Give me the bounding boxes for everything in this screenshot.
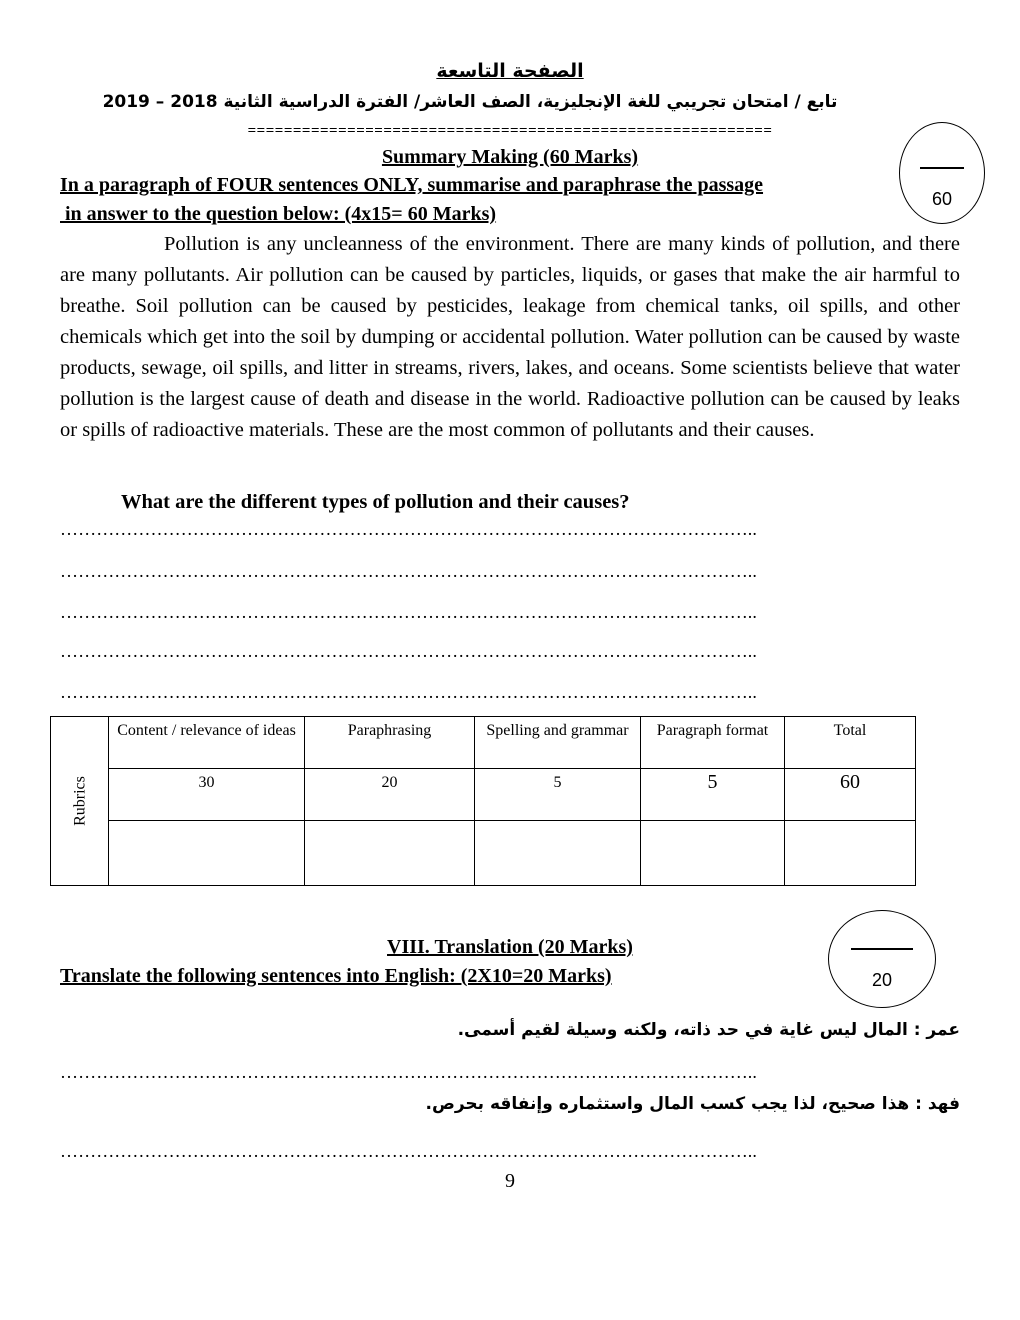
rubric-header-paraphrasing: Paraphrasing [305,717,475,769]
rubric-max-paraphrasing: 20 [305,769,475,821]
translation-sentence-1: عمر : المال ليس غاية في حد ذاته، ولكنه وسيلة لقيم أسمى. [457,1020,960,1040]
rubric-header-spelling: Spelling and grammar [475,717,641,769]
rubric-max-total: 60 [785,769,916,821]
page-number: 9 [505,1170,515,1192]
summary-heading: Summary Making (60 Marks) [381,146,639,168]
rubric-score-total[interactable] [785,821,916,886]
rubric-header-total: Total [785,717,916,769]
translation-score-circle [828,910,936,1008]
passage-text: Pollution is any uncleanness of the environment. There are many kinds of pollution, and there are many pollutants. Air pollution can be caused by particles, liquids, or gases that make the air harmful to breathe. Soil pollution can be caused by pesticides, leakage from chemical tanks, oil spills, and other chemicals which get into the soil by dumping or accidental pollution. Water pollution can be caused by waste products, sewage, oil spills, and litter in streams, rivers, lakes, and oceans. Some scientists believe that water pollution is the largest cause of death and disease in the world. Radioactive pollution can be caused by leaks or spills of radioactive materials. These are the most common of pollutants and their causes. [60,233,960,441]
rubric-max-spelling: 5 [475,769,641,821]
answer-line-5[interactable]: …………………………………………………………………………………………………….. [60,682,757,702]
score-blank-line [920,167,964,169]
rubric-max-content: 30 [109,769,305,821]
rubric-side-cell [51,717,109,886]
rubric-table [50,716,916,886]
score-blank-line [851,948,913,950]
answer-line-4[interactable]: …………………………………………………………………………………………………….. [60,641,757,661]
translation-instruction: Translate the following sentences into English: (2X10=20 Marks) [60,965,612,987]
translation-answer-line-1[interactable]: …………………………………………………………………………………………………….. [60,1062,757,1082]
summary-score-max: 60 [931,189,953,209]
rubric-header-format: Paragraph format [641,717,785,769]
summary-instruction-line1: In a paragraph of FOUR sentences ONLY, summarise and paraphrase the passage [60,174,764,196]
separator-line: ========================================================== [247,123,773,139]
rubric-side-label: Rubrics [71,776,88,826]
summary-question: What are the different types of pollution and their causes? [121,491,630,513]
rubric-header-content: Content / relevance of ideas [109,717,305,769]
summary-instruction-line2: in answer to the question below: (4x15= 60 Marks) [60,203,497,225]
answer-line-1[interactable]: …………………………………………………………………………………………………….. [60,519,757,539]
rubric-score-spelling[interactable] [475,821,641,886]
rubric-score-format[interactable] [641,821,785,886]
answer-line-2[interactable]: …………………………………………………………………………………………………….. [60,561,757,581]
rubric-max-format: 5 [641,769,785,821]
answer-line-3[interactable]: …………………………………………………………………………………………………….. [60,602,757,622]
exam-subtitle: تابع / امتحان تجريبي للغة الإنجليزية، الصف العاشر/ الفترة الدراسية الثانية 2018 – 2019 [102,92,838,112]
translation-sentence-2: فهد : هذا صحيح، لذا يجب كسب المال واستثماره وإنفاقه بحرص. [425,1094,960,1114]
rubric-score-content[interactable] [109,821,305,886]
page-title: الصفحة التاسعة [436,60,584,82]
summary-score-circle [899,122,985,224]
rubric-score-paraphrasing[interactable] [305,821,475,886]
translation-answer-line-2[interactable]: …………………………………………………………………………………………………….. [60,1141,757,1161]
translation-heading: VIII. Translation (20 Marks) [387,936,633,958]
translation-score-max: 20 [871,970,893,990]
